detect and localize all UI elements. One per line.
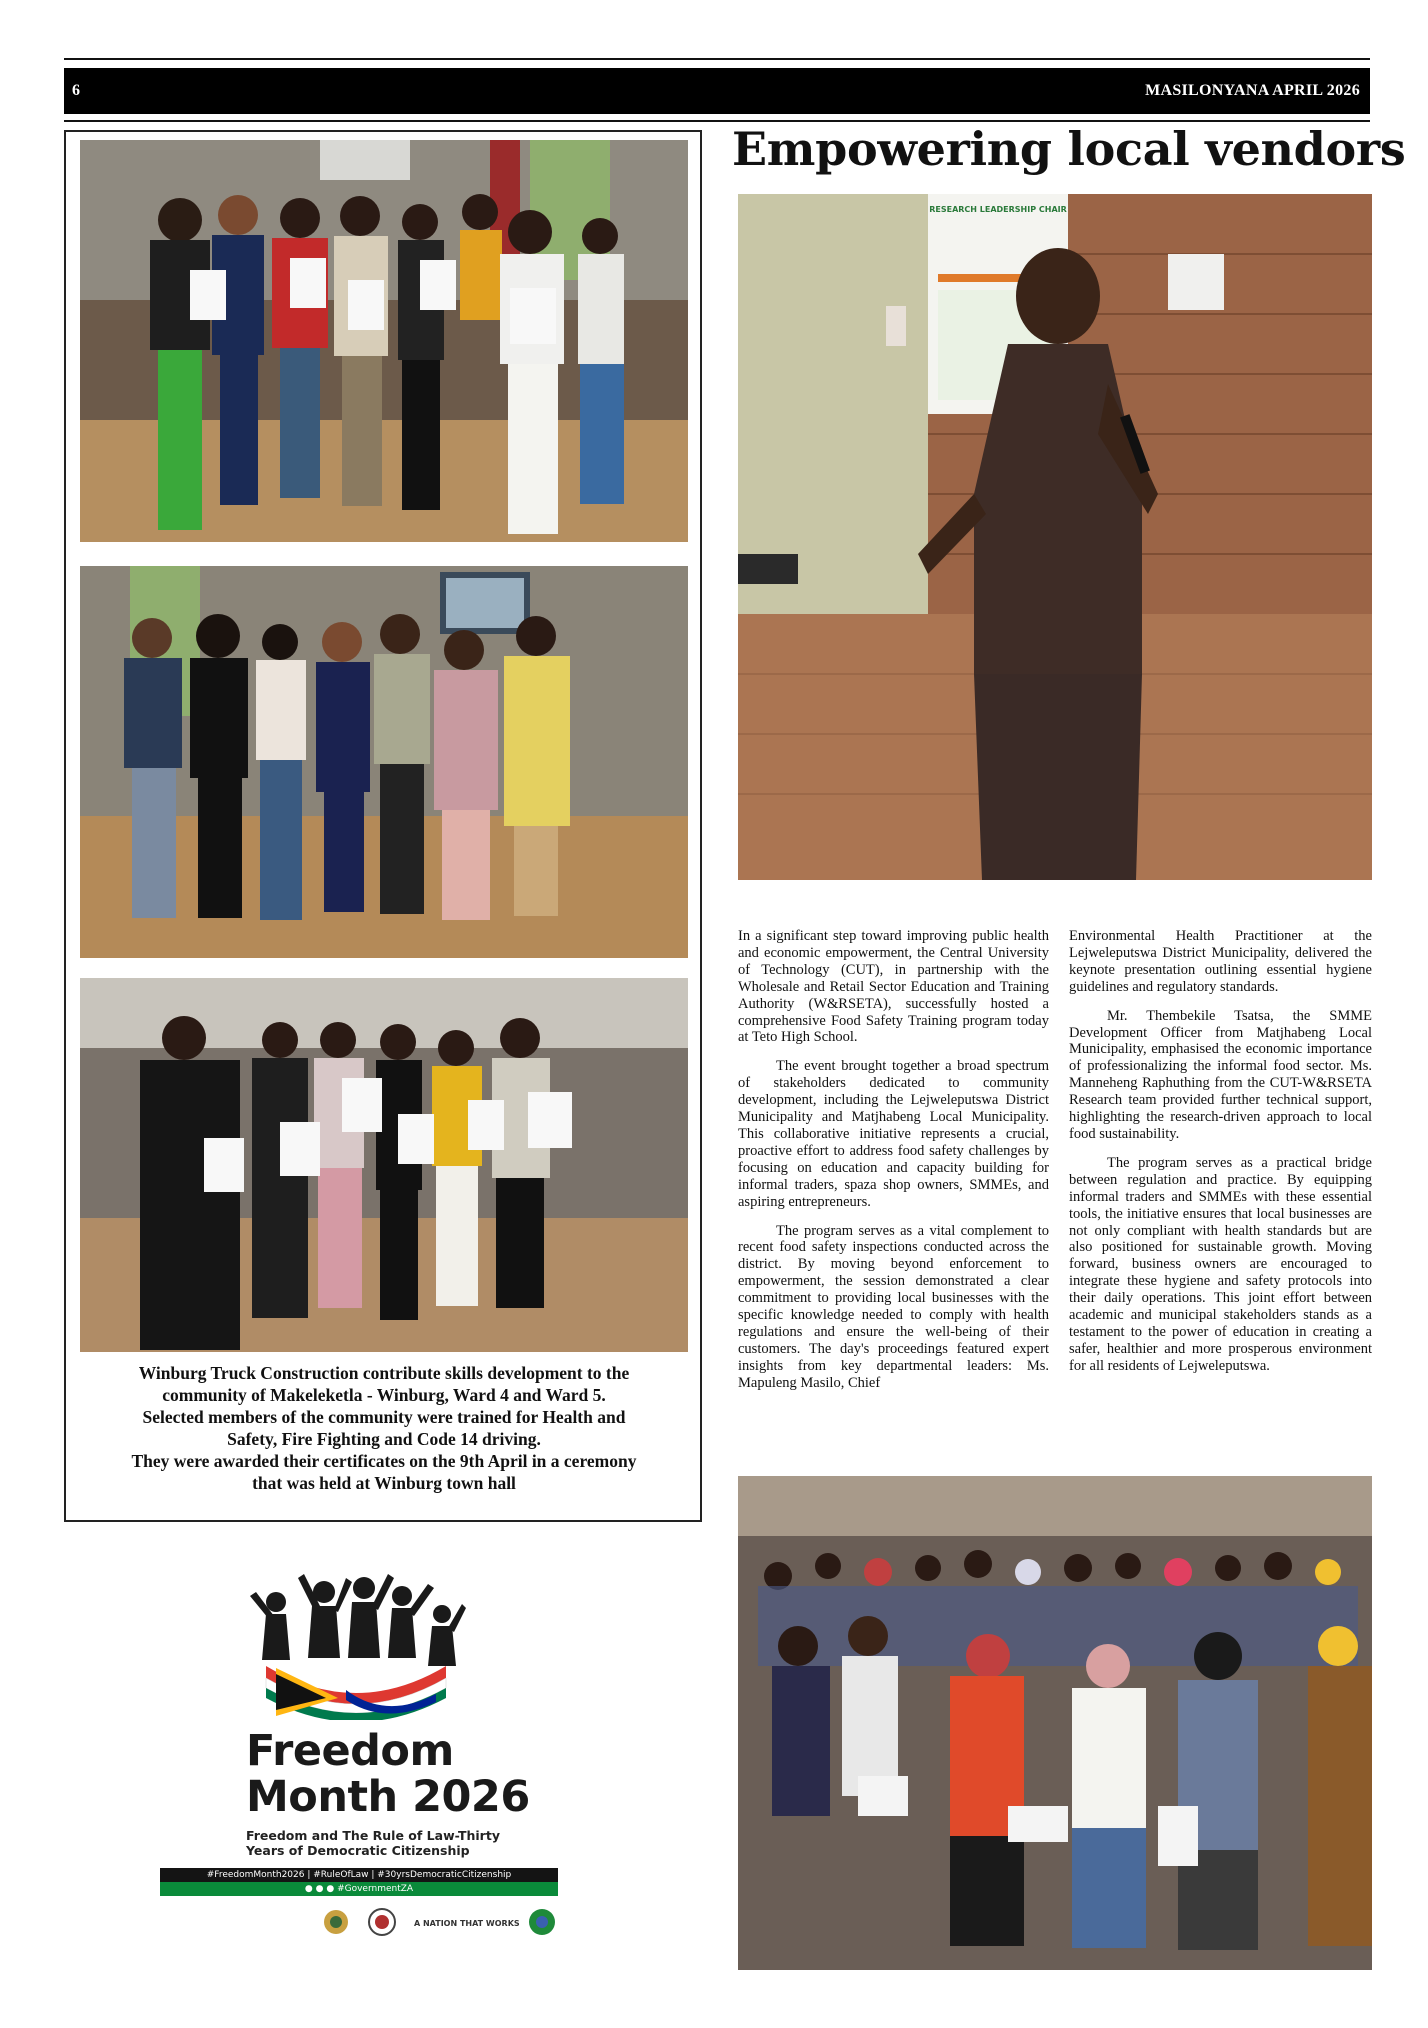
certificate-group-photo-3 xyxy=(80,978,688,1352)
article-paragraph: In a significant step toward improving public health and economic empowerment, the Central University of Technology (CUT), in partnership with the Wholesale and Retail Sector Education and Training Authority (W&RSETA), successfully hosted a comprehensive Food Safety Training program today at Teto High School. xyxy=(738,928,1049,1046)
social-handle: #GovernmentZA xyxy=(337,1884,414,1894)
header-top-rule xyxy=(64,58,1370,60)
government-emblems-icon xyxy=(320,1906,560,1938)
group-photo-2 xyxy=(80,566,688,958)
article-paragraph: The event brought together a broad spectrum of stakeholders dedicated to community development, including the Lejweleputswa District Municipality and Matjhabeng Local Municipality. This collaborative initiative represents a crucial, proactive effort to address food safety challenges by focusing on education and capacity building for informal traders, spaza shop owners, SMMEs, and aspiring entrepreneurs. xyxy=(738,1058,1049,1210)
left-box-caption xyxy=(80,1362,688,1494)
caption-line: They were awarded their certificates on the 9th April in a ceremony xyxy=(131,1451,637,1471)
article-headline: Empowering local vendors xyxy=(732,122,1406,176)
logo-title-line2: Month 2026 xyxy=(246,1772,530,1822)
nation-works-emblem-text: A NATION THAT WORKS xyxy=(414,1919,520,1928)
caption-line: Safety, Fire Fighting and Code 14 driving. xyxy=(227,1429,541,1449)
caption-line: that was held at Winburg town hall xyxy=(252,1473,516,1493)
article-paragraph: The program serves as a vital complement to recent food safety inspections conducted across the district. By moving beyond enforcement to empowerment, the session demonstrated a clear commitment to providing local businesses with the specific knowledge needed to comply with health regulations and ensure the well-being of their customers. The day's proceedings featured expert insights from key departmental leaders: Ms. Mapuleng Masilo, Chief xyxy=(738,1222,1049,1391)
caption-line: community of Makeleketla - Winburg, Ward 4 and Ward 5. xyxy=(162,1385,606,1405)
social-icons: ● ● ● xyxy=(304,1884,338,1894)
article-paragraph: Environmental Health Practitioner at the Lejweleputswa District Municipality, delivered the keynote presentation outlining essential hygiene guidelines and regulatory standards. xyxy=(1069,928,1372,995)
audience-photo xyxy=(738,1476,1372,1970)
caption-line: Winburg Truck Construction contribute skills development to the xyxy=(138,1363,630,1383)
page-number: 6 xyxy=(72,82,80,99)
issue-title: MASILONYANA APRIL 2026 xyxy=(1145,82,1360,99)
article-column-1 xyxy=(738,928,1049,1392)
article-paragraph: The program serves as a practical bridge between regulation and practice. By equipping informal traders and SMMEs with these essential tools, the initiative ensures that local businesses are not only compliant with health standards but are also positioned for sustainable growth. Moving forward, business owners are encouraged to integrate these hygiene and safety protocols into their daily operations. This joint effort between academic and municipal stakeholders stands as a testament to the power of education in creating a safer, healthier and more prosperous environment for all residents of Lejweleputswa. xyxy=(1069,1154,1372,1374)
logo-title-line1: Freedom xyxy=(246,1726,454,1776)
logo-hashtag-strip: #FreedomMonth2026 | #RuleOfLaw | #30yrsDemocraticCitizenship xyxy=(160,1868,558,1882)
logo-tagline-line1: Freedom and The Rule of Law-Thirty xyxy=(246,1828,500,1843)
page-header-banner xyxy=(64,68,1370,114)
article-paragraph: Mr. Thembekile Tsatsa, the SMME Development Officer from Matjhabeng Local Municipality, emphasised the economic importance of professionalizing the informal food sector. Ms. Manneheng Raphuthing from the CUT-W&RSETA Research team provided further technical support, highlighting the research-driven approach to local food sustainability. xyxy=(1069,1007,1372,1142)
freedom-month-logo xyxy=(150,1570,570,1940)
logo-social-strip xyxy=(160,1882,558,1896)
speaker-photo xyxy=(738,194,1372,880)
certificate-group-photo-1 xyxy=(80,140,688,542)
caption-line: Selected members of the community were trained for Health and xyxy=(142,1407,626,1427)
banner-text: RESEARCH LEADERSHIP CHAIR xyxy=(929,205,1067,214)
article-column-2 xyxy=(1069,928,1372,1375)
freedom-flag-emblem-icon xyxy=(246,1570,466,1720)
logo-tagline-line2: Years of Democratic Citizenship xyxy=(246,1843,470,1858)
